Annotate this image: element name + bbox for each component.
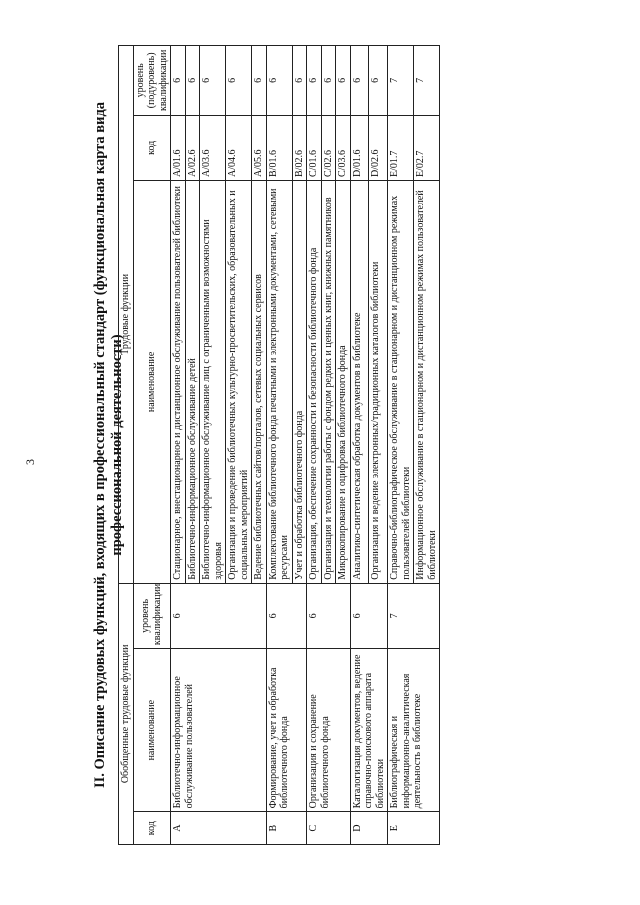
function-level: 6 <box>200 46 226 116</box>
function-code: A/04.6 <box>226 115 252 180</box>
function-code: D/01.6 <box>350 115 369 180</box>
function-level: 6 <box>171 46 186 116</box>
table-row <box>307 46 322 845</box>
header-labor: Трудовые функции <box>119 46 134 584</box>
function-level: 6 <box>369 46 388 116</box>
function-code: C/01.6 <box>307 115 322 180</box>
table-row <box>388 46 414 845</box>
header-code: код <box>133 812 171 845</box>
table-row <box>171 46 186 845</box>
group-code: D <box>350 812 388 845</box>
function-code: A/02.6 <box>185 115 200 180</box>
group-name: Библиотечно-информационное обслуживание пользователей <box>171 649 267 812</box>
function-name: Справочно-библиографическое обслуживание в стационарном и дистанционном режимах пользователей библиотеки <box>388 180 414 583</box>
group-level: 6 <box>266 583 307 648</box>
function-level: 7 <box>414 46 440 116</box>
group-name: Формирование, учет и обработка библиотечного фонда <box>266 649 307 812</box>
header-function-code: код <box>133 115 171 180</box>
function-code: C/03.6 <box>336 115 351 180</box>
header-sublevel: уровень (подуровень) квалификации <box>133 46 171 116</box>
function-code: B/01.6 <box>266 115 292 180</box>
function-name: Микрокопирование и оцифровка библиотечного фонда <box>336 180 351 583</box>
group-name: Организация и сохранение библиотечного фонда <box>307 649 351 812</box>
function-level: 7 <box>388 46 414 116</box>
header-function-name: наименование <box>133 180 171 583</box>
group-level: 6 <box>171 583 267 648</box>
function-name: Ведение библиотечных сайтов/порталов, сетевых социальных сервисов <box>252 180 267 583</box>
group-level: 7 <box>388 583 440 648</box>
function-code: C/02.6 <box>321 115 336 180</box>
function-code: E/01.7 <box>388 115 414 180</box>
function-code: D/02.6 <box>369 115 388 180</box>
table-row <box>266 46 292 845</box>
function-name: Организация и технологии работы с фондом редких и ценных книг, книжных памятников <box>321 180 336 583</box>
group-code: C <box>307 812 351 845</box>
section-title: II. Описание трудовых функций, входящих в профессиональный стандарт (функциональная карта вида профессиональной деятельности) <box>92 101 125 789</box>
function-code: E/02.7 <box>414 115 440 180</box>
function-level: 6 <box>307 46 322 116</box>
function-level: 6 <box>336 46 351 116</box>
group-code: A <box>171 812 267 845</box>
function-level: 6 <box>252 46 267 116</box>
function-level: 6 <box>321 46 336 116</box>
table-row <box>350 46 369 845</box>
function-code: A/01.6 <box>171 115 186 180</box>
function-code: B/02.6 <box>292 115 307 180</box>
function-level: 6 <box>226 46 252 116</box>
function-level: 6 <box>266 46 292 116</box>
function-name: Информационное обслуживание в стационарном и дистанционном режимах пользователей библиотеки <box>414 180 440 583</box>
function-name: Организация, обеспечение сохранности и безопасности библиотечного фонда <box>307 180 322 583</box>
functional-map-table <box>118 45 440 845</box>
function-name: Комплектование библиотечного фонда печатными и электронными документами, сетевыми ресурсами <box>266 180 292 583</box>
function-name: Организация и ведение электронных/традиционных каталогов библиотеки <box>369 180 388 583</box>
header-name: наименование <box>133 649 171 812</box>
table-body <box>171 46 440 845</box>
function-level: 6 <box>292 46 307 116</box>
group-code: B <box>266 812 307 845</box>
group-code: E <box>388 812 440 845</box>
function-name: Организация и проведение библиотечных культурно-просветительских, образовательных и социальных мероприятий <box>226 180 252 583</box>
function-name: Библиотечно-информационное обслуживание детей <box>185 180 200 583</box>
group-level: 6 <box>350 583 388 648</box>
header-generalized: Обобщенные трудовые функции <box>119 583 134 844</box>
function-name: Аналитико-синтетическая обработка документов в библиотеке <box>350 180 369 583</box>
group-name: Библиографическая и информационно-аналитическая деятельность в библиотеке <box>388 649 440 812</box>
function-code: A/03.6 <box>200 115 226 180</box>
function-level: 6 <box>350 46 369 116</box>
function-name: Учет и обработка библиотечного фонда <box>292 180 307 583</box>
group-name: Каталогизация документов, ведение справочно-поискового аппарата библиотеки <box>350 649 388 812</box>
function-name: Библиотечно-информационное обслуживание лиц с ограниченными возможностями здоровья <box>200 180 226 583</box>
function-code: A/05.6 <box>252 115 267 180</box>
page-number: 3 <box>23 459 37 465</box>
header-level: уровень квалификации <box>133 583 171 648</box>
group-level: 6 <box>307 583 351 648</box>
function-level: 6 <box>185 46 200 116</box>
function-name: Стационарное, внестационарное и дистанционное обслуживание пользователей библиотеки <box>171 180 186 583</box>
